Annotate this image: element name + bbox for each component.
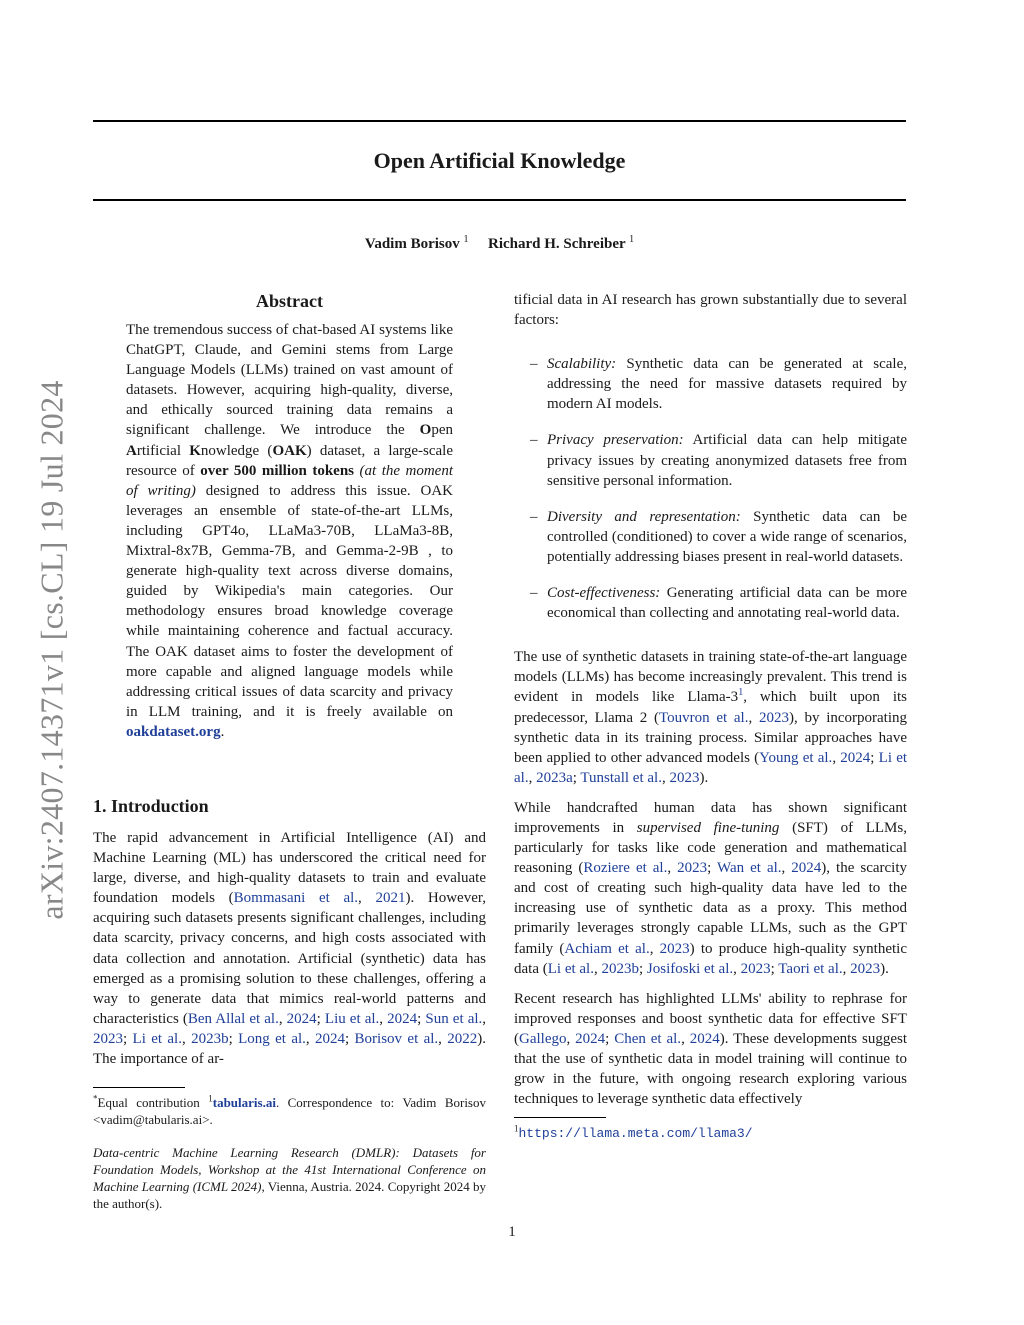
llama-url-link[interactable]: https://llama.meta.com/llama3/ <box>518 1126 753 1142</box>
citation-link[interactable]: Young et al. <box>759 749 833 766</box>
citation-link[interactable]: Wan et al. <box>717 860 782 877</box>
abstract-body: The tremendous success of chat-based AI systems like ChatGPT, Claude, and Gemini stems from Large Language Models (LLMs) trained on vast amount of datasets. However, acquiring high-quality, diverse, and ethically sourced training data remains a significant challenge. We introduce the Open Artificial Knowledge (OAK) dataset, a large-scale resource of over 500 million tokens (at the moment of writing) designed to address this issue. OAK leverages an ensemble of state-of-the-art LLMs, including GPT4o, LLaMa3-70B, LLaMa3-8B, Mixtral-8x7B, Gemma-7B, and Gemma-2-9B , to generate high-quality text across diverse domains, guided by Wikipedia's main categories. Our methodology ensures broad knowledge coverage while maintaining coherence and factual accuracy. The OAK dataset aims to foster the development of more capable and aligned language models while addressing critical issues of data scarcity and privacy in LLM training, and it is freely available on oakdataset.org. <box>126 322 454 740</box>
list-item: – Diversity and representation: Synthetic data can be controlled (conditioned) to cover a wide range of scenarios, potentially addressing biases present in real-world datasets. <box>530 508 907 565</box>
author-name: Vadim Borisov <box>364 236 460 252</box>
sft-paragraph: While handcrafted human data has shown significant improvements in supervised fine-tuning (SFT) of LLMs, particularly for tasks like code generation and mathematical reasoning (Roziere et al., 2023; Wan et al., 2024), the scarcity and cost of creating such high-quality data have led to the increasing use of synthetic data as a proxy. This method primarily leverages strongly capable LLMs, such as the GPT family (Achiam et al., 2023) to produce high-quality synthetic data (Li et al., 2023b; Josifoski et al., 2023; Taori et al., 2023). <box>514 799 907 977</box>
citation-link[interactable]: Bommasani et al. <box>233 890 359 907</box>
citation-year-link[interactable]: 2024 <box>286 1010 317 1027</box>
citation-link[interactable]: Long et al. <box>238 1030 306 1047</box>
citation-year-link[interactable]: 2024 <box>840 749 871 766</box>
footnote-ref-link[interactable]: 1 <box>738 687 744 699</box>
citation-year-link[interactable]: 2022 <box>447 1030 478 1047</box>
citation-link[interactable]: Touvron et al. <box>658 709 749 726</box>
citation-year-link[interactable]: 2024 <box>575 1030 606 1047</box>
citation-year-link[interactable]: 2023 <box>669 769 700 786</box>
citation-year-link[interactable]: 2024 <box>791 860 822 877</box>
section-heading-introduction: 1. Introduction <box>93 795 209 816</box>
author-list <box>93 236 906 253</box>
author-name: Richard H. Schreiber <box>488 236 626 252</box>
citation-link[interactable]: Roziere et al. <box>583 860 668 877</box>
citation-year-link[interactable]: 2023b <box>191 1030 229 1047</box>
citation-link[interactable]: Li et al. <box>547 960 594 977</box>
citation-link[interactable]: Achiam et al. <box>564 940 650 957</box>
citation-link[interactable]: Taori et al. <box>778 960 843 977</box>
left-column <box>93 290 486 1212</box>
footnote-llama-url: $^1$https://llama.meta.com/llama3/ <box>514 1123 753 1142</box>
citation-link[interactable]: Liu et al. <box>324 1010 380 1027</box>
intro-continuation: tificial data in AI research has grown substantially due to several factors: <box>514 292 907 329</box>
rephrase-paragraph: Recent research has highlighted LLMs' ability to rephrase for improved responses and boost synthetic data for effective SFT (Gallego, 2024; Chen et al., 2024). These developments suggest that the use of synthetic data in model training will continue to grow in the future, with ongoing research exploring various techniques to leverage synthetic data effectively <box>514 990 908 1108</box>
title-bottom-rule <box>93 199 906 201</box>
citation-year-link[interactable]: 2024 <box>689 1030 720 1047</box>
footnote-contribution: *Equal contribution $^1$tabularis.ai. Correspondence to: Vadim Borisov <vadim@tabularis.ai>. <box>93 1093 486 1128</box>
intro-paragraph: The rapid advancement in Artificial Intelligence (AI) and Machine Learning (ML) has underscored the critical need for large, diverse, and high-quality datasets to train and evaluate foundation models (Bommasani et al., 2021). However, acquiring such datasets presents significant challenges, including data scarcity, privacy concerns, and high costs associated with data collection and annotation. Artificial (synthetic) data has emerged as a promising solution to these challenges, offering a way to generate data that mimics real-world patterns and characteristics (Ben Allal et al., 2024; Liu et al., 2024; Sun et al., 2023; Li et al., 2023b; Long et al., 2024; Borisov et al., 2022). The importance of ar- <box>93 829 487 1067</box>
title-top-rule <box>93 120 906 122</box>
list-item: – Scalability: Synthetic data can be generated at scale, addressing the need for massive datasets required by modern AI models. <box>530 356 907 413</box>
citation-year-link[interactable]: 2024 <box>315 1030 346 1047</box>
citation-year-link[interactable]: 2023a <box>536 769 573 786</box>
oakdataset-link[interactable]: oakdataset.org <box>126 723 221 740</box>
footnote-venue: Data-centric Machine Learning Research (DMLR): Datasets for Foundation Models, Workshop at the 41st International Conference on Machine Learning (ICML 2024), Vienna, Austria. 2024. Copyright 2024 by the author(s). <box>93 1145 486 1212</box>
paper-title: Open Artificial Knowledge <box>373 148 626 173</box>
citation-link[interactable]: Chen et al. <box>614 1030 682 1047</box>
synthetic-data-paragraph: The use of synthetic datasets in training state-of-the-art language models (LLMs) has become increasingly prevalent. This trend is evident in models like Llama-3$^1$, which built upon its predecessor, Llama 2 (Touvron et al., 2023), by incorporating synthetic data in its training process. Similar approaches have been applied to other advanced models (Young et al., 2024; Li et al., 2023a; Tunstall et al., 2023). <box>514 649 908 786</box>
citation-link[interactable]: Li et al. <box>514 749 908 786</box>
citation-link[interactable]: Tunstall et al. <box>580 769 662 786</box>
author-affiliation-mark: 1 <box>629 234 635 245</box>
citation-year-link[interactable]: 2023 <box>659 940 690 957</box>
citation-year-link[interactable]: 2024 <box>387 1010 418 1027</box>
citation-year-link[interactable]: 2023 <box>677 860 708 877</box>
footnote-rule <box>93 1087 185 1088</box>
citation-link[interactable]: Ben Allal et al. <box>187 1010 279 1027</box>
citation-link[interactable]: Borisov et al. <box>354 1030 439 1047</box>
abstract-heading: Abstract <box>256 291 323 311</box>
affiliation-link[interactable]: tabularis.ai <box>212 1095 276 1111</box>
author-affiliation-mark: 1 <box>463 234 469 245</box>
citation-year-link[interactable]: 2023 <box>758 709 789 726</box>
citation-year-link[interactable]: 2023 <box>93 1030 123 1047</box>
page-number: 1 <box>508 1224 516 1240</box>
list-item: – Cost-effectiveness: Generating artificial data can be more economical than collecting and annotating real-world data. <box>530 585 907 622</box>
citation-link[interactable]: Li et al. <box>132 1030 182 1047</box>
citation-link[interactable]: Josifoski et al. <box>646 960 734 977</box>
arxiv-side-stamp: arXiv:2407.14371v1 [cs.CL] 19 Jul 2024 <box>33 380 70 920</box>
list-item: – Privacy preservation: Artificial data can help mitigate privacy issues by creating anonymized datasets free from sensitive personal information. <box>530 432 907 489</box>
footnote-rule <box>514 1117 606 1118</box>
factor-list <box>514 354 907 623</box>
citation-year-link[interactable]: 2021 <box>375 890 406 907</box>
citation-link[interactable]: Sun et al. <box>425 1010 483 1027</box>
citation-link[interactable]: Gallego <box>519 1030 567 1047</box>
citation-year-link[interactable]: 2023b <box>601 960 639 977</box>
citation-year-link[interactable]: 2023 <box>850 960 881 977</box>
right-column <box>514 290 907 1142</box>
citation-year-link[interactable]: 2023 <box>740 960 771 977</box>
